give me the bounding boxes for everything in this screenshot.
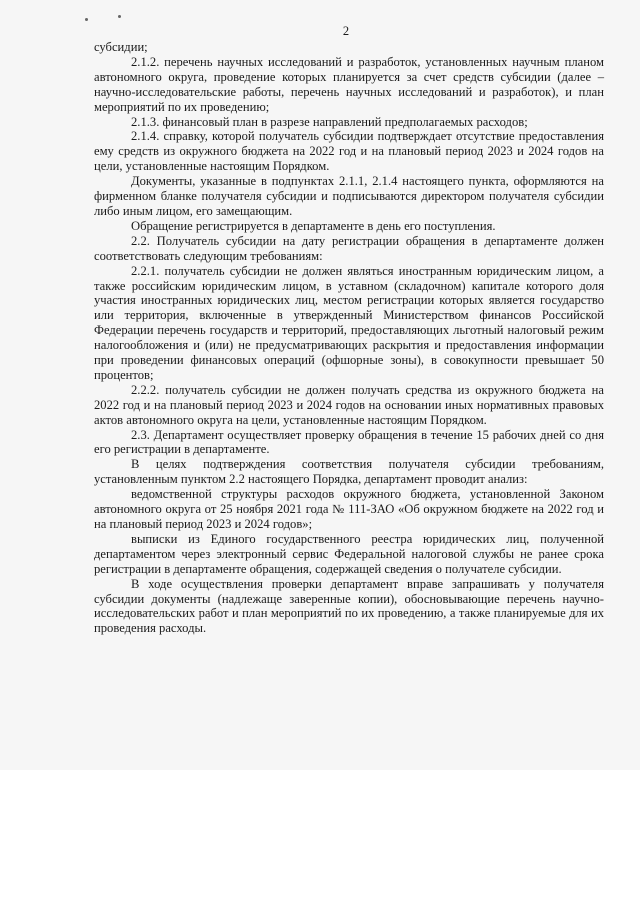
paragraph: ведомственной структуры расходов окружного бюджета, установленной Законом автономного округа от 25 ноября 2021 года № 111-ЗАО «Об окружном бюджете на 2022 год и на плановый период 2023 и 2024 годов»;	[94, 487, 604, 531]
blank-margin	[0, 770, 640, 905]
document-body	[94, 40, 604, 636]
paragraph: В ходе осуществления проверки департамент вправе запрашивать у получателя субсидии документы (надлежаще заверенные копии), обосновывающие перечень научно-исследовательских работ и план мероприятий по их проведению, а также планируемые для их проведения расходы.	[94, 576, 604, 636]
paragraph: 2.3. Департамент осуществляет проверку обращения в течение 15 рабочих дней со дня его регистрации в департаменте.	[94, 427, 604, 457]
paragraph: В целях подтверждения соответствия получателя субсидии требованиям, установленным пунктом 2.2 настоящего Порядка, департамент проводит анализ:	[94, 457, 604, 487]
paragraph: 2.1.2. перечень научных исследований и разработок, установленных научным планом автономного округа, проведение которых планируется за счет средств субсидии (далее – научно-исследовательские работы, перечень научных исследований и разработок), и план мероприятий по их проведению;	[94, 54, 604, 114]
paragraph: 2.1.3. финансовый план в разрезе направлений предполагаемых расходов;	[131, 114, 528, 129]
paragraph: выписки из Единого государственного реестра юридических лиц, полученной департаментом через электронный сервис Федеральной налоговой службы не ранее срока регистрации в департаменте обращения, содержащей сведения о получателе субсидии.	[94, 531, 604, 576]
paragraph: 2.2.2. получатель субсидии не должен получать средства из окружного бюджета на 2022 год и на плановый период 2023 и 2024 годов на основании иных нормативных правовых актов автономного округа на цели, установленные настоящим Порядком.	[94, 382, 604, 427]
paragraph: Обращение регистрируется в департаменте в день его поступления.	[131, 218, 496, 233]
paragraph: 2.1.4. справку, которой получатель субсидии подтверждает отсутствие предоставления ему средств из окружного бюджета на 2022 год и на плановый период 2023 и 2024 годов на цели, установленные настоящим Порядком.	[94, 129, 604, 174]
paragraph: субсидии;	[94, 40, 148, 54]
scan-speck	[118, 15, 121, 18]
scan-speck	[85, 18, 88, 21]
paragraph: Документы, указанные в подпунктах 2.1.1, 2.1.4 настоящего пункта, оформляются на фирменном бланке получателя субсидии и подписываются директором получателя субсидии либо иным лицом, его замещающим.	[94, 174, 604, 218]
page-number: 2	[342, 24, 350, 38]
paragraph: 2.2. Получатель субсидии на дату регистрации обращения в департаменте должен соответствовать следующим требованиям:	[94, 233, 604, 263]
paragraph: 2.2.1. получатель субсидии не должен являться иностранным юридическим лицом, а также российским юридическим лицом, в уставном (складочном) капитале которого доля участия иностранных юридических лиц, местом регистрации которых является государство или территория, включенные в утвержденный Министерством финансов Российской Федерации перечень государств и территорий, предоставляющих льготный налоговый режим налогообложения и (или) не предусматривающих раскрытия и предоставления информации при проведении финансовых операций (офшорные зоны), в совокупности превышает 50 процентов;	[94, 263, 604, 382]
